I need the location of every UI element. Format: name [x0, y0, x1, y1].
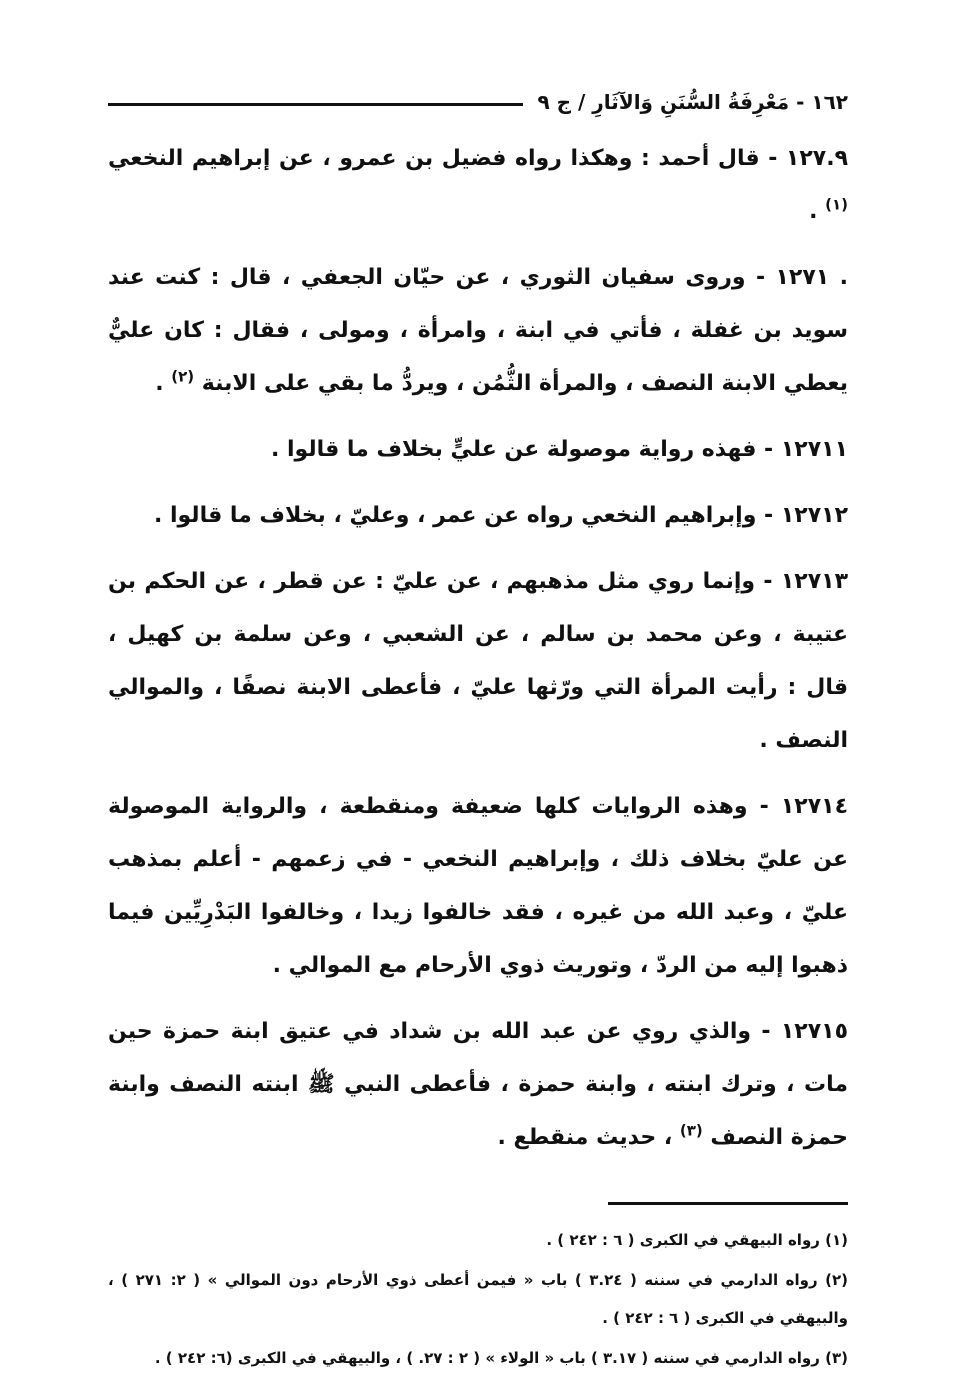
footnotes: [108, 1221, 848, 1377]
paragraph-12713: [108, 555, 848, 767]
footnote-marker: (٣): [679, 1121, 703, 1140]
footnote-marker: (٢): [171, 367, 195, 386]
paragraph-number: ١٢٧١١: [780, 437, 848, 462]
paragraph-number: ١٢٧١٤: [780, 794, 848, 819]
footnote-2: (٢) رواه الدارمي في سننه ( ٣.٢٤ ) باب « فيمن أعطى ذوي الأرحام دون الموالي » ( ٢: ٢٧١ ) ، والبيهقي في الكبرى ( ٦ : ٢٤٢ ) .: [108, 1271, 848, 1327]
paragraph-12709: [108, 132, 848, 238]
paragraph-number: ١٢٧.٩: [785, 146, 848, 171]
paragraph-number: ١٢٧١٣: [780, 569, 848, 594]
paragraph-number: . ١٢٧١: [775, 265, 848, 290]
paragraph-text: - وإنما روي مثل مذهبهم ، عن عليّ : عن قطر ، عن الحكم بن عتيبة ، وعن محمد بن سالم ، عن الشعبي ، وعن سلمة بن كهيل ، قال : رأيت المرأة التي ورّثها عليّ ، فأعطى الابنة نصفًا ، والموالي النصف .: [108, 569, 848, 753]
paragraph-tail: .: [155, 371, 172, 396]
paragraph-number: ١٢٧١٥: [780, 1019, 848, 1044]
page-header: [108, 80, 848, 124]
paragraph-tail: .: [809, 199, 826, 224]
paragraph-12711: [108, 423, 848, 476]
paragraph-12715: [108, 1005, 848, 1164]
main-text: [108, 132, 848, 1164]
footnote-marker: (١): [825, 195, 848, 214]
running-title: ١٦٢ - مَعْرِفَةُ السُّنَنِ وَالآثَارِ / ج ٩: [537, 90, 848, 114]
paragraph-text: - قال أحمد : وهكذا رواه فضيل بن عمرو ، عن إبراهيم النخعي: [108, 146, 786, 171]
footnote-1: (١) رواه البيهقي في الكبرى ( ٦ : ٢٤٢ ) .: [546, 1231, 848, 1249]
paragraph-12710: [108, 251, 848, 410]
paragraph-12714: [108, 780, 848, 992]
paragraph-text: - والذي روي عن عبد الله بن شداد في عتيق ابنة حمزة حين مات ، وترك ابنته ، وابنة حمزة ، فأعطى النبي ﷺ ابنته النصف وابنة حمزة النصف: [108, 1019, 848, 1150]
document-page: [108, 80, 848, 1367]
paragraph-12712: [108, 489, 848, 542]
paragraph-tail: ، حديث منقطع .: [497, 1125, 680, 1150]
footnote-rule: [608, 1202, 848, 1205]
paragraph-text: - وإبراهيم النخعي رواه عن عمر ، وعليّ ، بخلاف ما قالوا .: [153, 503, 781, 528]
paragraph-number: ١٢٧١٢: [780, 503, 848, 528]
header-rule: [108, 103, 523, 106]
footnote-3: (٣) رواه الدارمي في سننه ( ٣.١٧ ) باب « الولاء » ( ٢ : ٢٧. ) ، والبيهقي في الكبرى (٦: ٢٤٢ ) .: [154, 1349, 848, 1367]
paragraph-text: - وهذه الروايات كلها ضعيفة ومنقطعة ، والرواية الموصولة عن عليّ بخلاف ذلك ، وإبراهيم النخعي - في زعمهم - أعلم بمذهب عليّ ، وعبد الله من غيره ، فقد خالفوا زيدا ، وخالفوا البَدْرِيِّين فيما ذهبوا إليه من الردّ ، وتوريث ذوي الأرحام مع الموالي .: [108, 794, 848, 978]
paragraph-text: - فهذه رواية موصولة عن عليٍّ بخلاف ما قالوا .: [270, 437, 781, 462]
paragraph-text: - وروى سفيان الثوري ، عن حيّان الجعفي ، قال : كنت عند سويد بن غفلة ، فأتي في ابنة ، وامرأة ، ومولى ، فقال : كان عليٌّ يعطي الابنة النصف ، والمرأة الثُّمُن ، ويردُّ ما بقي على الابنة: [108, 265, 848, 396]
